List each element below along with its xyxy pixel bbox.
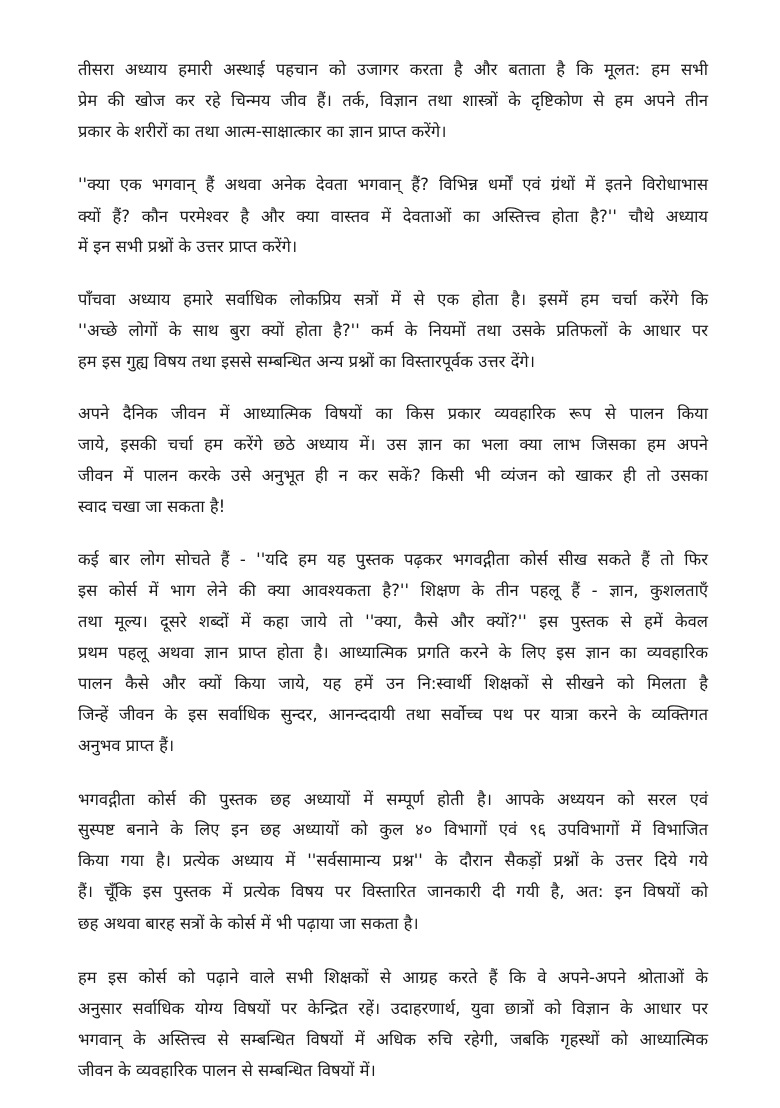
text-line: कई बार लोग सोचते हैं - ''यदि हम यह पुस्तक पढ़कर भगवद्गीता कोर्स सीख सकते हैं तो फिर [78,550,708,569]
text-line: पालन कैसे और क्यों किया जाये, यह हमें उन नि:स्वार्थी शिक्षकों से सीखने को मिलता है [78,674,708,693]
text-line: प्रेम की खोज कर रहे चिन्मय जीव हैं। तर्क, विज्ञान तथा शास्त्रों के दृष्टिकोण से हम अपने तीन [78,91,708,110]
text-line: तीसरा अध्याय हमारी अस्थाई पहचान को उजागर करता है और बताता है कि मूलत: हम सभी [78,60,708,79]
text-line: प्रथम पहलू अथवा ज्ञान प्राप्त होता है। आध्यात्मिक प्रगति करने के लिए इस ज्ञान का व्यवहारिक [78,643,708,662]
text-line: स्वाद चखा जा सकता है! [78,497,226,516]
text-line: जाये, इसकी चर्चा हम करेंगे छठे अध्याय में। उस ज्ञान का भला क्या लाभ जिसका हम अपने [78,435,708,454]
text-line: अनुसार सर्वाधिक योग्य विषयों पर केन्द्रित रहें। उदाहरणार्थ, युवा छात्रों को विज्ञान के आधार पर [78,999,708,1018]
text-line: अनुभव प्राप्त हैं। [78,736,175,755]
text-line: तथा मूल्य। दूसरे शब्दों में कहा जाये तो ''क्या, कैसे और क्यों?'' इस पुस्तक से हमें केवल [78,612,708,631]
text-line: में इन सभी प्रश्नों के उत्तर प्राप्त करेंगे। [78,237,298,256]
text-line: इस कोर्स में भाग लेने की क्या आवश्यकता है?'' शिक्षण के तीन पहलू हैं - ज्ञान, कुशलताएँ [78,581,708,600]
text-line: हैं। चूँकि इस पुस्तक में प्रत्येक विषय पर विस्तारित जानकारी दी गयी है, अत: इन विषयों को [78,882,708,901]
text-line: छह अथवा बारह सत्रों के कोर्स में भी पढ़ाया जा सकता है। [78,914,419,933]
text-line: प्रकार के शरीरों का तथा आत्म-साक्षात्कार का ज्ञान प्राप्त करेंगे। [78,122,447,141]
text-line: पाँचवा अध्याय हमारे सर्वाधिक लोकप्रिय सत्रों में से एक होता है। इसमें हम चर्चा करेंगे कि [78,290,708,309]
text-line: भगवद्गीता कोर्स की पुस्तक छह अध्यायों में सम्पूर्ण होती है। आपके अध्ययन को सरल एवं [78,790,708,809]
text-line: जिन्हें जीवन के इस सर्वाधिक सुन्दर, आनन्ददायी तथा सर्वोच्च पथ पर यात्रा करने के व्यक्तिगत [78,705,708,724]
text-line: भगवान् के अस्तित्त्व से सम्बन्धित विषयों में अधिक रुचि रहेगी, जबकि गृहस्थों को आध्यात्मिक [78,1030,708,1049]
text-line: हम इस गुह्य विषय तथा इससे सम्बन्धित अन्य प्रश्नों का विस्तारपूर्वक उत्तर देंगे। [78,352,535,371]
text-line: किया गया है। प्रत्येक अध्याय में ''सर्वसामान्य प्रश्न'' के दौरान सैकड़ों प्रश्नों के उत्तर दिये गये [78,851,708,870]
text-line: जीवन के व्यवहारिक पालन से सम्बन्धित विषयों में। [78,1061,376,1080]
text-line: जीवन में पालन करके उसे अनुभूत ही न कर सकें? किसी भी व्यंजन को खाकर ही तो उसका [78,466,708,485]
text-line: हम इस कोर्स को पढ़ाने वाले सभी शिक्षकों से आग्रह करते हैं कि वे अपने-अपने श्रोताओं के [78,968,708,987]
text-line: क्यों हैं? कौन परमेश्वर है और क्या वास्तव में देवताओं का अस्तित्त्व होता है?'' चौथे अध्याय [78,207,708,226]
text-line: अपने दैनिक जीवन में आध्यात्मिक विषयों का किस प्रकार व्यवहारिक रूप से पालन किया [78,404,708,423]
text-line: ''अच्छे लोगों के साथ बुरा क्यों होता है?'' कर्म के नियमों तथा उसके प्रतिफलों के आधार पर [78,321,708,340]
text-line: सुस्पष्ट बनाने के लिए इन छह अध्यायों को कुल ४० विभागों एवं ९६ उपविभागों में विभाजित [78,820,708,839]
text-line: ''क्या एक भगवान् हैं अथवा अनेक देवता भगवान् हैं? विभिन्न धर्मों एवं ग्रंथों में इतने विरोधाभास [78,175,708,194]
